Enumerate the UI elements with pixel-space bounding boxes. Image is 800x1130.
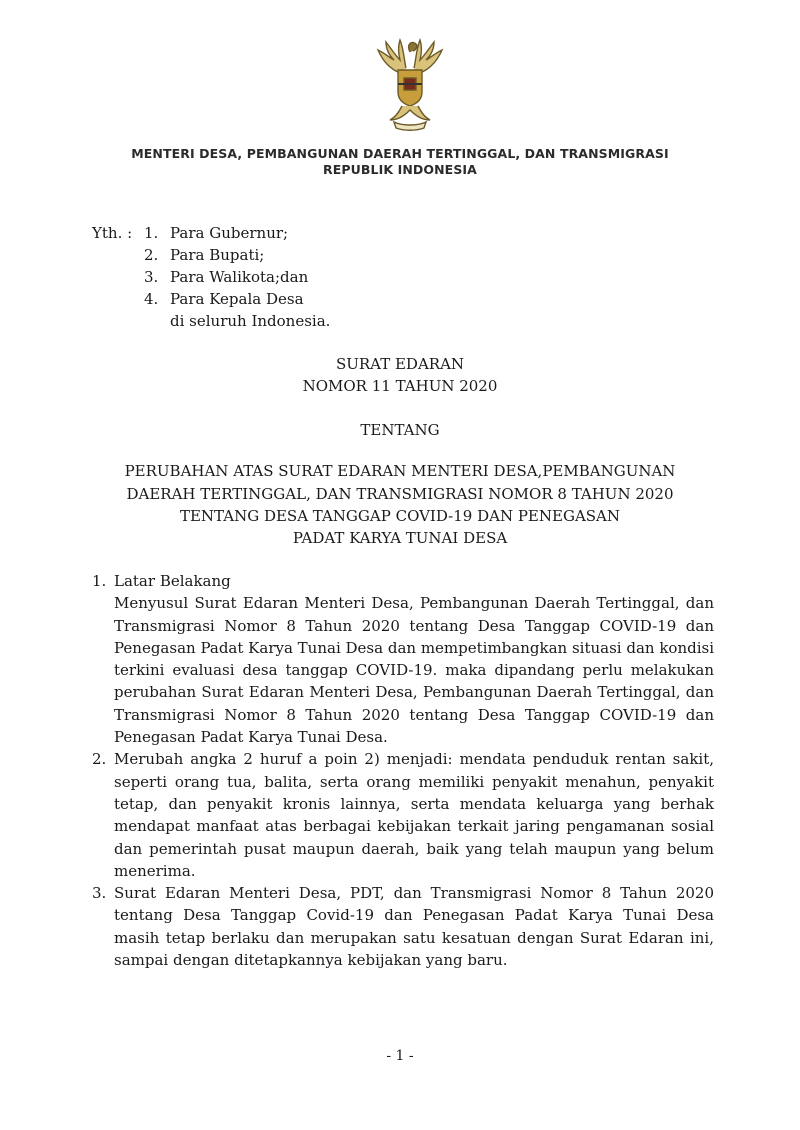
about-label: TENTANG bbox=[360, 421, 440, 439]
recipient-row bbox=[92, 244, 330, 266]
section-text: Merubah angka 2 huruf a poin 2) menjadi: mendata penduduk rentan sakit, seperti orang tua, balita, serta orang memiliki penyakit menahun, penyakit tetap, dan penyakit kronis lainnya, serta mendata keluarga yang berhak mendapat manfaat atas berbagai kebijakan terkait jaring pengamanan sosial dan pemerintah pusat maupun daerah, baik yang telah maupun yang belum menerima. bbox=[114, 750, 714, 880]
section-text: Menyusul Surat Edaran Menteri Desa, Pembangunan Daerah Tertinggal, dan Transmigrasi Nomor 8 Tahun 2020 tentang Desa Tanggap COVID-19 dan Penegasan Padat Karya Tunai Desa dan mempetimbangkan situasi dan kondisi terkini evaluasi desa tanggap COVID-19. maka dipandang perlu melakukan perubahan Surat Edaran Menteri Desa, Pembangunan Daerah Tertinggal, dan Transmigrasi Nomor 8 Tahun 2020 tentang Desa Tanggap COVID-19 dan Penegasan Padat Karya Tunai Desa. bbox=[114, 594, 714, 747]
section-text: Surat Edaran Menteri Desa, PDT, dan Transmigrasi Nomor 8 Tahun 2020 tentang Desa Tanggap Covid-19 dan Penegasan Padat Karya Tunai Desa masih tetap berlaku dan merupakan satu kesatuan dengan Surat Edaran ini, sampai dengan ditetapkannya kebijakan yang baru. bbox=[114, 884, 714, 970]
body-sections bbox=[92, 570, 714, 971]
garuda-emblem-icon bbox=[360, 34, 460, 134]
section-item bbox=[92, 882, 714, 971]
document-number: NOMOR 11 TAHUN 2020 bbox=[302, 377, 498, 395]
subject-line: PADAT KARYA TUNAI DESA bbox=[292, 529, 508, 547]
ministry-header: MENTERI DESA, PEMBANGUNAN DAERAH TERTINGGAL, DAN TRANSMIGRASI bbox=[131, 146, 669, 161]
document-type: SURAT EDARAN bbox=[335, 355, 465, 373]
recipient-text: Para Bupati; bbox=[170, 246, 265, 264]
recipient-text: Para Kepala Desa bbox=[170, 290, 304, 308]
recipient-number: 3. bbox=[144, 268, 159, 286]
recipients-trailer: di seluruh Indonesia. bbox=[170, 312, 331, 330]
recipient-row bbox=[92, 266, 330, 288]
subject-line: PERUBAHAN ATAS SURAT EDARAN MENTERI DESA,PEMBANGUNAN bbox=[124, 462, 676, 480]
page-number: - 1 - bbox=[386, 1048, 414, 1064]
recipient-text: Para Gubernur; bbox=[170, 224, 289, 242]
recipient-row bbox=[92, 310, 330, 332]
subject-line: DAERAH TERTINGGAL, DAN TRANSMIGRASI NOMOR 8 TAHUN 2020 bbox=[126, 485, 674, 503]
recipient-number: 1. bbox=[144, 224, 159, 242]
recipient-row bbox=[92, 288, 330, 310]
recipient-number: 4. bbox=[144, 290, 159, 308]
section-item bbox=[92, 748, 714, 882]
section-heading: Latar Belakang bbox=[114, 572, 231, 590]
recipient-text: Para Walikota;dan bbox=[170, 268, 309, 286]
section-item bbox=[92, 570, 714, 748]
recipients-label: Yth. : bbox=[92, 224, 133, 242]
section-number: 1. bbox=[92, 572, 107, 590]
section-number: 3. bbox=[92, 884, 107, 903]
section-number: 2. bbox=[92, 750, 107, 769]
recipient-row bbox=[92, 222, 330, 244]
recipient-number: 2. bbox=[144, 246, 159, 264]
recipients-block bbox=[92, 222, 330, 332]
country-header: REPUBLIK INDONESIA bbox=[323, 162, 477, 177]
subject-line: TENTANG DESA TANGGAP COVID-19 DAN PENEGASAN bbox=[179, 507, 621, 525]
